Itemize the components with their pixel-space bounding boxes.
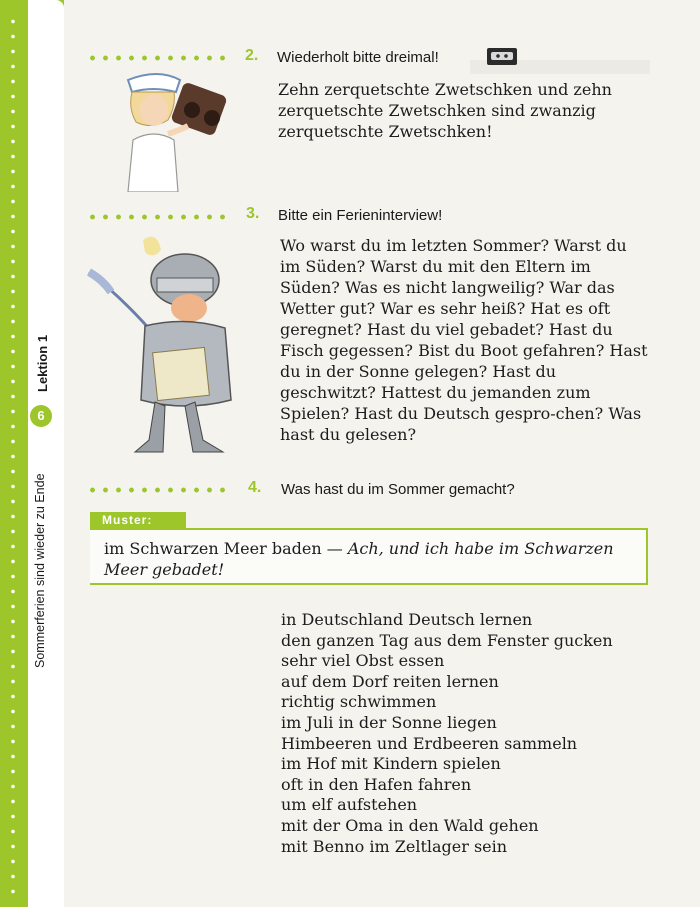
- list-item: Himbeeren und Erdbeeren sammeln: [281, 733, 578, 753]
- task-2-text: Zehn zerquetschte Zwetschken und zehn zerquetschte Zwetschken sind zwanzig zerquetschte Zwetschken!: [278, 80, 612, 141]
- list-item: in Deutschland Deutsch lernen: [281, 610, 533, 629]
- list-item: auf dem Dorf reiten lernen: [281, 671, 499, 691]
- muster-dash: —: [326, 539, 343, 558]
- muster-label: Muster:: [90, 512, 186, 529]
- knight-with-quill-illustration: [85, 230, 257, 455]
- lesson-label: Lektion 1: [35, 334, 50, 392]
- girl-with-radio-illustration: [118, 70, 233, 192]
- list-item: im Hof mit Kindern spielen: [281, 754, 501, 774]
- list-item: sehr viel Obst essen: [281, 651, 445, 671]
- list-item: oft in den Hafen fahren: [281, 774, 472, 794]
- list-item: mit der Oma in den Wald gehen: [281, 815, 539, 835]
- muster-example: [104, 538, 634, 580]
- list-item: richtig schwimmen: [281, 692, 437, 712]
- task-3-text: Wo warst du im letzten Sommer? Warst du im Süden? Warst du mit den Eltern im Süden? Was es nicht langweilig? War das Wetter gut? War es sehr heiß? Hat es oft geregnet? Hast du viel gebadet? Hast du Fisch gegessen? Bist du Boot gefahren? Hast du in der Sonne gelegen? Hast du geschwitzt? Hattest du jemanden zum Spielen? Hast du Deutsch gespro-chen? Was hast du gelesen?: [280, 236, 648, 444]
- task-3-dotted-line: [86, 214, 226, 220]
- task-2-number: 2.: [245, 47, 259, 64]
- task-4-number: 4.: [248, 479, 262, 496]
- list-item: um elf aufstehen: [281, 795, 418, 815]
- muster-phrase: im Schwarzen Meer baden: [104, 539, 322, 558]
- muster-answer: Ach, und ich habe im Schwarzen Meer gebadet!: [104, 539, 614, 579]
- task-3-title: Bitte ein Ferieninterview!: [278, 207, 443, 224]
- cassette-icon: [487, 48, 517, 65]
- phrase-list: [281, 610, 613, 857]
- task-2-dotted-line: [86, 55, 226, 61]
- task-3-number: 3.: [246, 205, 260, 222]
- list-item: mit Benno im Zeltlager sein: [281, 836, 508, 856]
- sidebar-dots: [11, 14, 15, 894]
- sidebar-inner: [28, 0, 64, 907]
- task-4-dotted-line: [86, 487, 226, 493]
- page-number: 6: [30, 405, 52, 427]
- list-item: im Juli in der Sonne liegen: [281, 712, 497, 732]
- sidebar-strip: [0, 0, 64, 907]
- chapter-title: Sommerferien sind wieder zu Ende: [33, 473, 47, 668]
- task-4-title: Was hast du im Sommer gemacht?: [281, 481, 515, 498]
- list-item: den ganzen Tag aus dem Fenster gucken: [281, 630, 613, 650]
- task-2-title: Wiederholt bitte dreimal!: [277, 49, 439, 66]
